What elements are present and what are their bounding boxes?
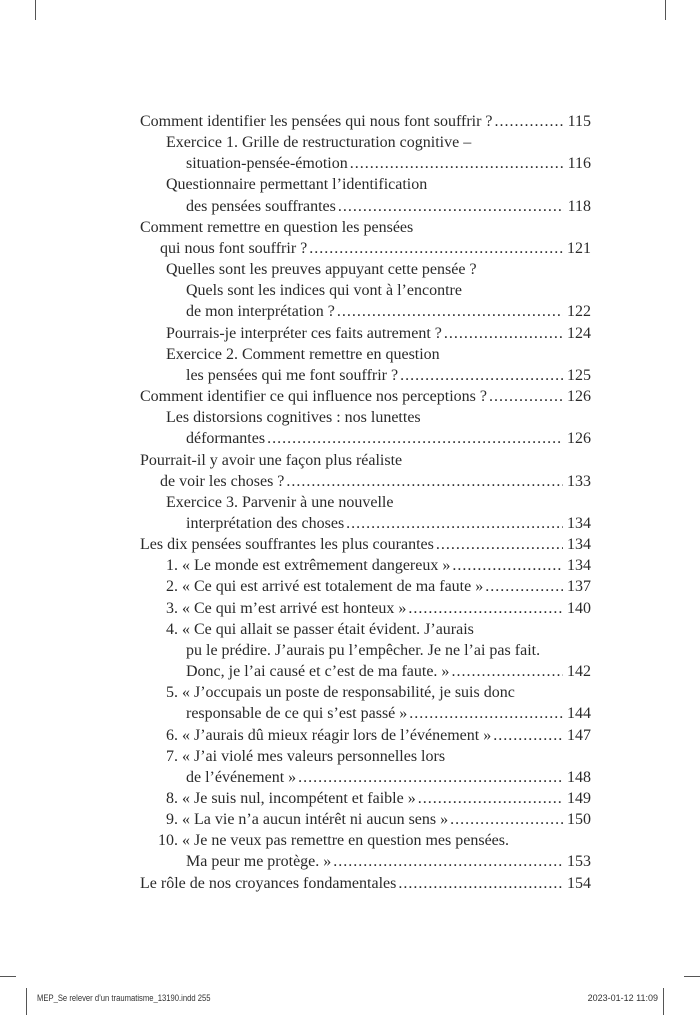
toc-line [140,217,591,238]
toc-page-number: 118 [567,197,591,215]
toc-line [140,153,591,174]
toc-entry-text: qui nous font souffrir ? [160,239,308,257]
toc-line [140,767,591,788]
dot-leader [400,365,563,386]
toc-page-number: 124 [567,324,591,342]
toc-line [140,640,591,661]
crop-mark [35,0,36,20]
crop-mark [684,976,700,977]
toc-line [140,259,591,280]
toc-entry-text: Exercice 2. Comment remettre en question [166,345,440,363]
toc-page-number: 149 [567,790,591,807]
toc-entry-text: de voir les choses ? [160,472,285,490]
dot-leader [409,703,563,724]
toc-entry-text: des pensées souffrantes [186,197,336,215]
toc-page-number: 144 [567,705,591,723]
toc-line [140,428,591,449]
dot-leader [338,196,564,217]
toc-page-number: 126 [567,430,591,448]
dot-leader [337,301,563,322]
toc-line [140,598,591,619]
toc-entry-text: 5. « J’occupais un poste de responsabilité, je suis donc [166,684,515,702]
dot-leader [346,513,563,534]
toc-entry-text: Les distorsions cognitives : nos lunettes [166,409,421,427]
crop-mark [665,0,666,20]
dot-leader [398,873,563,894]
toc-line [140,682,591,703]
toc-line [140,746,591,767]
toc-page-number: 134 [567,557,591,575]
toc-page-number: 150 [567,811,591,829]
dot-leader [450,809,563,830]
toc-entry-text: Quels sont les indices qui vont à l’encontre [186,282,462,300]
toc-line [140,703,591,724]
toc-page-number: 116 [567,155,591,173]
toc-page-number: 126 [567,388,591,406]
toc-entry-text: responsable de ce qui s’est passé » [186,705,408,723]
toc-page-number: 122 [567,303,591,321]
slug-date: 2023-01-12 11:09 [587,993,658,1003]
toc-line [140,830,591,851]
crop-mark [0,976,16,977]
toc-line [140,576,591,597]
dot-leader [436,534,563,555]
toc-entry-text: Quelles sont les preuves appuyant cette pensée ? [166,261,477,279]
toc-line [140,386,591,407]
dot-leader [444,323,563,344]
dot-leader [350,153,564,174]
dot-leader [485,576,563,597]
crop-mark [26,988,27,1015]
toc-line [140,238,591,259]
toc-entry-text: Comment remettre en question les pensées [140,218,414,236]
dot-leader [493,725,563,746]
toc-page-number: 142 [567,663,591,681]
toc-line [140,555,591,576]
dot-leader [408,598,563,619]
dot-leader [451,661,563,682]
toc-line [140,450,591,471]
toc-line [140,873,591,894]
dot-leader [309,238,563,259]
dot-leader [489,386,563,407]
toc-entry-text: Le rôle de nos croyances fondamentales [140,874,397,892]
toc-entry-text: Exercice 3. Parvenir à une nouvelle [166,493,394,511]
toc-entry-text: 8. « Je suis nul, incompétent et faible » [166,790,416,807]
toc-line [140,174,591,195]
toc-line [140,851,591,872]
toc-line [140,809,591,830]
toc-line [140,365,591,386]
crop-mark [663,988,664,1015]
toc-line [140,111,591,132]
toc-entry-text: 3. « Ce qui m’est arrivé est honteux » [166,599,407,617]
toc-entry-text: Ma peur me protège. » [186,853,332,871]
toc-entry-text: de mon interprétation ? [186,303,335,321]
toc-entry-text: Les dix pensées souffrantes les plus courantes [140,536,434,554]
toc-page-number: 134 [567,514,591,532]
toc-line [140,492,591,513]
toc-entry-text: Questionnaire permettant l’identification [166,176,428,194]
toc-line [140,280,591,301]
toc-page-number: 147 [567,726,591,744]
dot-leader [298,767,563,788]
toc-line [140,301,591,322]
toc-page-number: 148 [567,768,591,786]
toc-entry-text: 7. « J’ai violé mes valeurs personnelles lors [166,747,446,765]
toc-line [140,196,591,217]
toc-entry-text: Pourrait-il y avoir une façon plus réaliste [140,451,403,469]
toc-line [140,407,591,428]
toc-line [140,323,591,344]
toc-line [140,788,591,809]
toc-entry-text: Pourrais-je interpréter ces faits autrement ? [166,324,442,342]
dot-leader [495,111,564,132]
toc-entry-text: situation-pensée-émotion [186,155,348,173]
toc-entry-text: Comment identifier les pensées qui nous font souffrir ? [140,113,493,130]
toc-entry-text: Comment identifier ce qui influence nos perceptions ? [140,388,487,406]
toc-entry-text: pu le prédire. J’aurais pu l’empêcher. Je ne l’ai pas fait. [186,641,541,659]
toc-entry-text: les pensées qui me font souffrir ? [186,366,399,384]
dot-leader [267,428,563,449]
dot-leader [452,555,563,576]
toc-line [140,513,591,534]
toc-entry-text: Donc, je l’ai causé et c’est de ma faute. » [186,663,450,681]
toc-page-number: 137 [567,578,591,596]
toc-entry-text: de l’événement » [186,768,297,786]
toc-entry-text: déformantes [186,430,266,448]
toc-line [140,661,591,682]
toc-page-number: 133 [567,472,591,490]
toc-line [140,534,591,555]
toc-page-number: 134 [567,536,591,554]
toc-entry-text: Exercice 1. Grille de restructuration cognitive – [166,134,472,152]
toc-page-number: 121 [567,239,591,257]
toc-page-number: 140 [567,599,591,617]
toc-entry-text: 6. « J’aurais dû mieux réagir lors de l’événement » [166,726,492,744]
slug-file: MEP_Se relever d’un traumatisme_13190.indd 255 [37,993,211,1003]
toc-line [140,344,591,365]
dot-leader [286,471,563,492]
toc-line [140,725,591,746]
toc-page-number: 115 [567,113,591,130]
toc-page-number: 125 [567,366,591,384]
toc-entry-text: 2. « Ce qui est arrivé est totalement de ma faute » [166,578,484,596]
toc-page-number: 153 [567,853,591,871]
toc-entry-text: interprétation des choses [186,514,345,532]
toc-line [140,619,591,640]
table-of-contents [140,111,591,894]
toc-line [140,132,591,153]
toc-page-number: 154 [567,874,591,892]
dot-leader [333,851,563,872]
toc-entry-text: 4. « Ce qui allait se passer était évident. J’aurais [166,620,474,638]
toc-entry-text: 10. « Je ne veux pas remettre en question mes pensées. [158,832,510,850]
toc-entry-text: 1. « Le monde est extrêmement dangereux » [166,557,451,575]
dot-leader [418,788,563,809]
toc-entry-text: 9. « La vie n’a aucun intérêt ni aucun sens » [166,811,449,829]
toc-line [140,471,591,492]
